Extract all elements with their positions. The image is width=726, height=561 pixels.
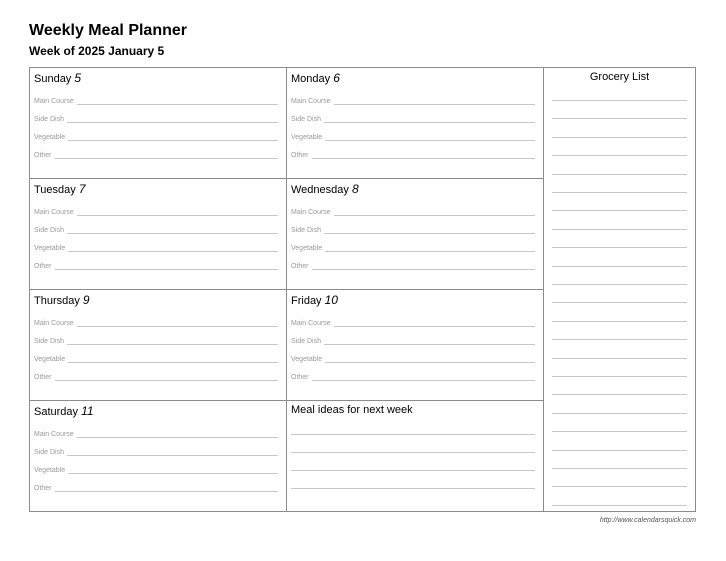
day-heading (291, 71, 340, 85)
day-number: 6 (333, 71, 340, 85)
field-label: Main Course (34, 98, 74, 105)
write-line (324, 233, 535, 234)
other-field[interactable] (291, 372, 535, 382)
field-label: Side Dish (34, 227, 64, 234)
write-line (334, 215, 535, 216)
grocery-line[interactable] (552, 358, 687, 359)
idea-line[interactable] (291, 488, 535, 489)
write-line (68, 362, 278, 363)
grocery-line[interactable] (552, 192, 687, 193)
field-label: Vegetable (34, 356, 66, 363)
write-line (324, 122, 535, 123)
vegetable-field[interactable] (34, 132, 278, 142)
day-cell-monday (287, 68, 544, 179)
write-line (77, 326, 278, 327)
field-label: Other (291, 152, 309, 159)
day-cell-thursday (30, 290, 287, 401)
field-label: Vegetable (34, 245, 66, 252)
field-label: Other (291, 374, 309, 381)
field-label: Main Course (34, 320, 74, 327)
write-line (312, 269, 535, 270)
side-dish-field[interactable] (291, 225, 535, 235)
day-cell-friday (287, 290, 544, 401)
write-line (55, 491, 278, 492)
grocery-line[interactable] (552, 486, 687, 487)
side-dish-field[interactable] (34, 447, 278, 457)
write-line (67, 455, 278, 456)
field-label: Main Course (291, 209, 331, 216)
write-line (55, 158, 278, 159)
main-course-field[interactable] (291, 207, 535, 217)
grocery-line[interactable] (552, 468, 687, 469)
day-cell-saturday (30, 401, 287, 511)
write-line (68, 473, 278, 474)
write-line (334, 326, 535, 327)
day-cell-sunday (30, 68, 287, 179)
field-label: Main Course (34, 431, 74, 438)
day-name: Friday (291, 295, 322, 307)
main-course-field[interactable] (291, 318, 535, 328)
day-name: Saturday (34, 406, 79, 418)
vegetable-field[interactable] (291, 243, 535, 253)
write-line (68, 140, 278, 141)
grocery-line[interactable] (552, 118, 687, 119)
grocery-line[interactable] (552, 155, 687, 156)
write-line (312, 380, 535, 381)
field-label: Vegetable (291, 245, 323, 252)
day-cell-tuesday (30, 179, 287, 290)
grocery-line[interactable] (552, 174, 687, 175)
day-cell-wednesday (287, 179, 544, 290)
other-field[interactable] (34, 261, 278, 271)
page-title: Weekly Meal Planner (29, 22, 187, 39)
write-line (325, 251, 535, 252)
other-field[interactable] (291, 150, 535, 160)
side-dish-field[interactable] (34, 114, 278, 124)
main-course-field[interactable] (34, 429, 278, 439)
day-number: 9 (82, 293, 90, 307)
day-number: 11 (81, 404, 94, 418)
day-heading (34, 71, 81, 85)
day-name: Thursday (34, 295, 80, 307)
write-line (77, 215, 278, 216)
write-line (312, 158, 535, 159)
field-label: Vegetable (291, 134, 323, 141)
day-number: 5 (74, 71, 82, 85)
field-label: Main Course (291, 320, 331, 327)
field-label: Side Dish (34, 449, 64, 456)
write-line (325, 140, 535, 141)
write-line (68, 251, 278, 252)
grocery-line[interactable] (552, 394, 687, 395)
write-line (324, 344, 535, 345)
side-dish-field[interactable] (34, 225, 278, 235)
side-dish-field[interactable] (34, 336, 278, 346)
field-label: Other (34, 152, 52, 159)
planner-grid (29, 67, 696, 512)
main-course-field[interactable] (34, 207, 278, 217)
vegetable-field[interactable] (34, 354, 278, 364)
grocery-line[interactable] (552, 284, 687, 285)
footer-url: http://www.calendarsquick.com (599, 517, 696, 524)
field-label: Vegetable (34, 467, 66, 474)
day-number: 8 (351, 182, 359, 196)
day-heading (34, 404, 94, 418)
grocery-line[interactable] (552, 137, 687, 138)
field-label: Other (34, 374, 52, 381)
write-line (55, 380, 278, 381)
field-label: Vegetable (34, 134, 66, 141)
day-name: Wednesday (291, 184, 349, 196)
grocery-line[interactable] (552, 339, 687, 340)
grocery-line[interactable] (552, 302, 687, 303)
day-name: Monday (291, 73, 331, 85)
meal-ideas-cell (287, 401, 544, 511)
grocery-line[interactable] (552, 210, 687, 211)
day-number: 10 (324, 293, 338, 307)
grocery-line[interactable] (552, 229, 687, 230)
grocery-line[interactable] (552, 413, 687, 414)
write-line (67, 233, 278, 234)
meal-ideas-title: Meal ideas for next week (291, 404, 413, 416)
write-line (67, 344, 278, 345)
side-dish-field[interactable] (291, 336, 535, 346)
grocery-line[interactable] (552, 431, 687, 432)
main-course-field[interactable] (34, 318, 278, 328)
day-name: Sunday (34, 73, 72, 85)
other-field[interactable] (291, 261, 535, 271)
write-line (55, 269, 278, 270)
day-number: 7 (78, 182, 86, 196)
grocery-list-title: Grocery List (589, 71, 650, 83)
day-heading (34, 182, 86, 196)
day-name: Tuesday (34, 184, 76, 196)
side-dish-field[interactable] (291, 114, 535, 124)
grocery-line[interactable] (552, 450, 687, 451)
write-line (77, 104, 278, 105)
idea-line[interactable] (291, 434, 535, 435)
idea-line[interactable] (291, 452, 535, 453)
grocery-line[interactable] (552, 505, 687, 506)
grocery-line[interactable] (552, 376, 687, 377)
field-label: Side Dish (291, 227, 321, 234)
other-field[interactable] (34, 150, 278, 160)
grocery-line[interactable] (552, 321, 687, 322)
grocery-list (544, 68, 695, 511)
main-course-field[interactable] (291, 96, 535, 106)
field-label: Other (34, 485, 52, 492)
main-course-field[interactable] (34, 96, 278, 106)
day-heading (291, 182, 359, 196)
other-field[interactable] (34, 372, 278, 382)
vegetable-field[interactable] (291, 132, 535, 142)
field-label: Side Dish (291, 116, 321, 123)
other-field[interactable] (34, 483, 278, 493)
write-line (325, 362, 535, 363)
field-label: Other (291, 263, 309, 270)
idea-line[interactable] (291, 470, 535, 471)
grocery-line[interactable] (552, 100, 687, 101)
field-label: Side Dish (34, 338, 64, 345)
field-label: Vegetable (291, 356, 323, 363)
field-label: Side Dish (34, 116, 64, 123)
grocery-line[interactable] (552, 247, 687, 248)
vegetable-field[interactable] (34, 243, 278, 253)
write-line (77, 437, 278, 438)
grocery-line[interactable] (552, 266, 687, 267)
field-label: Other (34, 263, 52, 270)
vegetable-field[interactable] (291, 354, 535, 364)
day-heading (34, 293, 90, 307)
vegetable-field[interactable] (34, 465, 278, 475)
field-label: Main Course (291, 98, 331, 105)
write-line (334, 104, 535, 105)
field-label: Main Course (34, 209, 74, 216)
week-subtitle: Week of 2025 January 5 (29, 44, 165, 58)
field-label: Side Dish (291, 338, 321, 345)
write-line (67, 122, 278, 123)
day-heading (291, 293, 338, 307)
